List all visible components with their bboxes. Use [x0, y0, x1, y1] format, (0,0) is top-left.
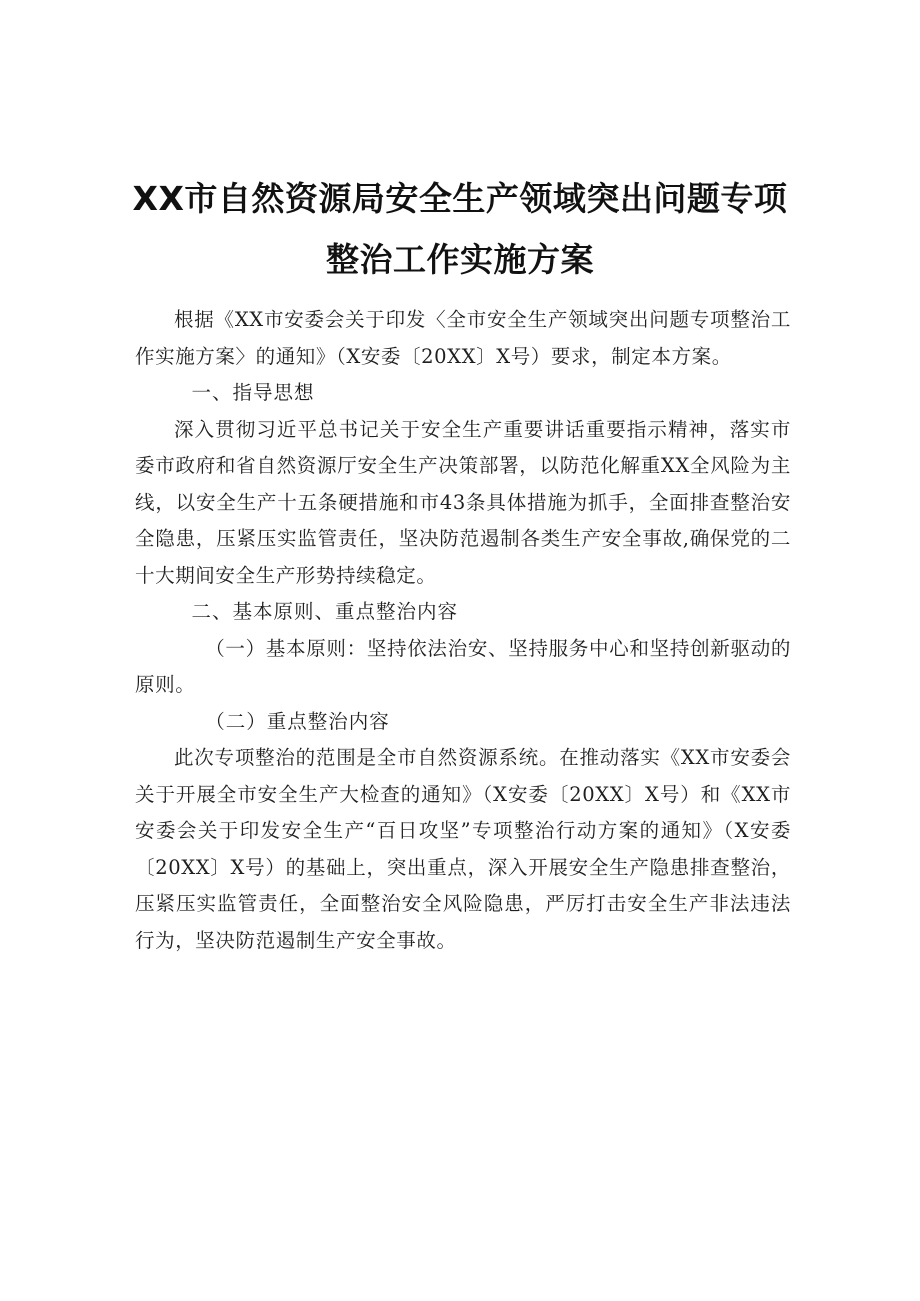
intro-paragraph: 根据《XX市安委会关于印发〈全市安全生产领域突出问题专项整治工作实施方案〉的通知》（X安委〔20XX〕X号）要求，制定本方案。: [135, 308, 791, 368]
subsection-1-paragraph: （一）基本原则：坚持依法治安、坚持服务中心和坚持创新驱动的原则。: [135, 636, 791, 696]
title-line-2: 整治工作实施方案: [326, 240, 594, 279]
document-body: [135, 302, 791, 959]
section-2-heading: 二、基本原则、重点整治内容: [191, 600, 459, 623]
section-1-heading: 一、指导思想: [191, 381, 315, 404]
document-title: [120, 168, 800, 290]
subsection-2-heading: （二）重点整治内容: [205, 709, 390, 733]
title-line-1: XX市自然资源局安全生产领域突出问题专项: [132, 179, 788, 218]
subsection-2-paragraph: 此次专项整治的范围是全市自然资源系统。在推动落实《XX市安委会关于开展全市安全生产大检查的通知》（X安委〔20XX〕X号）和《XX市安委会关于印发安全生产“百日攻坚”专项整治行动方案的通知》（X安委〔20XX〕X号）的基础上，突出重点，深入开展安全生产隐患排查整治，压紧压实监管责任，全面整治安全风险隐患，严厉打击安全生产非法违法行为，坚决防范遏制生产安全事故。: [135, 746, 791, 952]
section-1-paragraph: 深入贯彻习近平总书记关于安全生产重要讲话重要指示精神，落实市委市政府和省自然资源厅安全生产决策部署，以防范化解重XX全风险为主线，以安全生产十五条硬措施和市43条具体措施为抓手，全面排查整治安全隐患，压紧压实监管责任，坚决防范遏制各类生产安全事故,确保党的二十大期间安全生产形势持续稳定。: [135, 417, 791, 587]
